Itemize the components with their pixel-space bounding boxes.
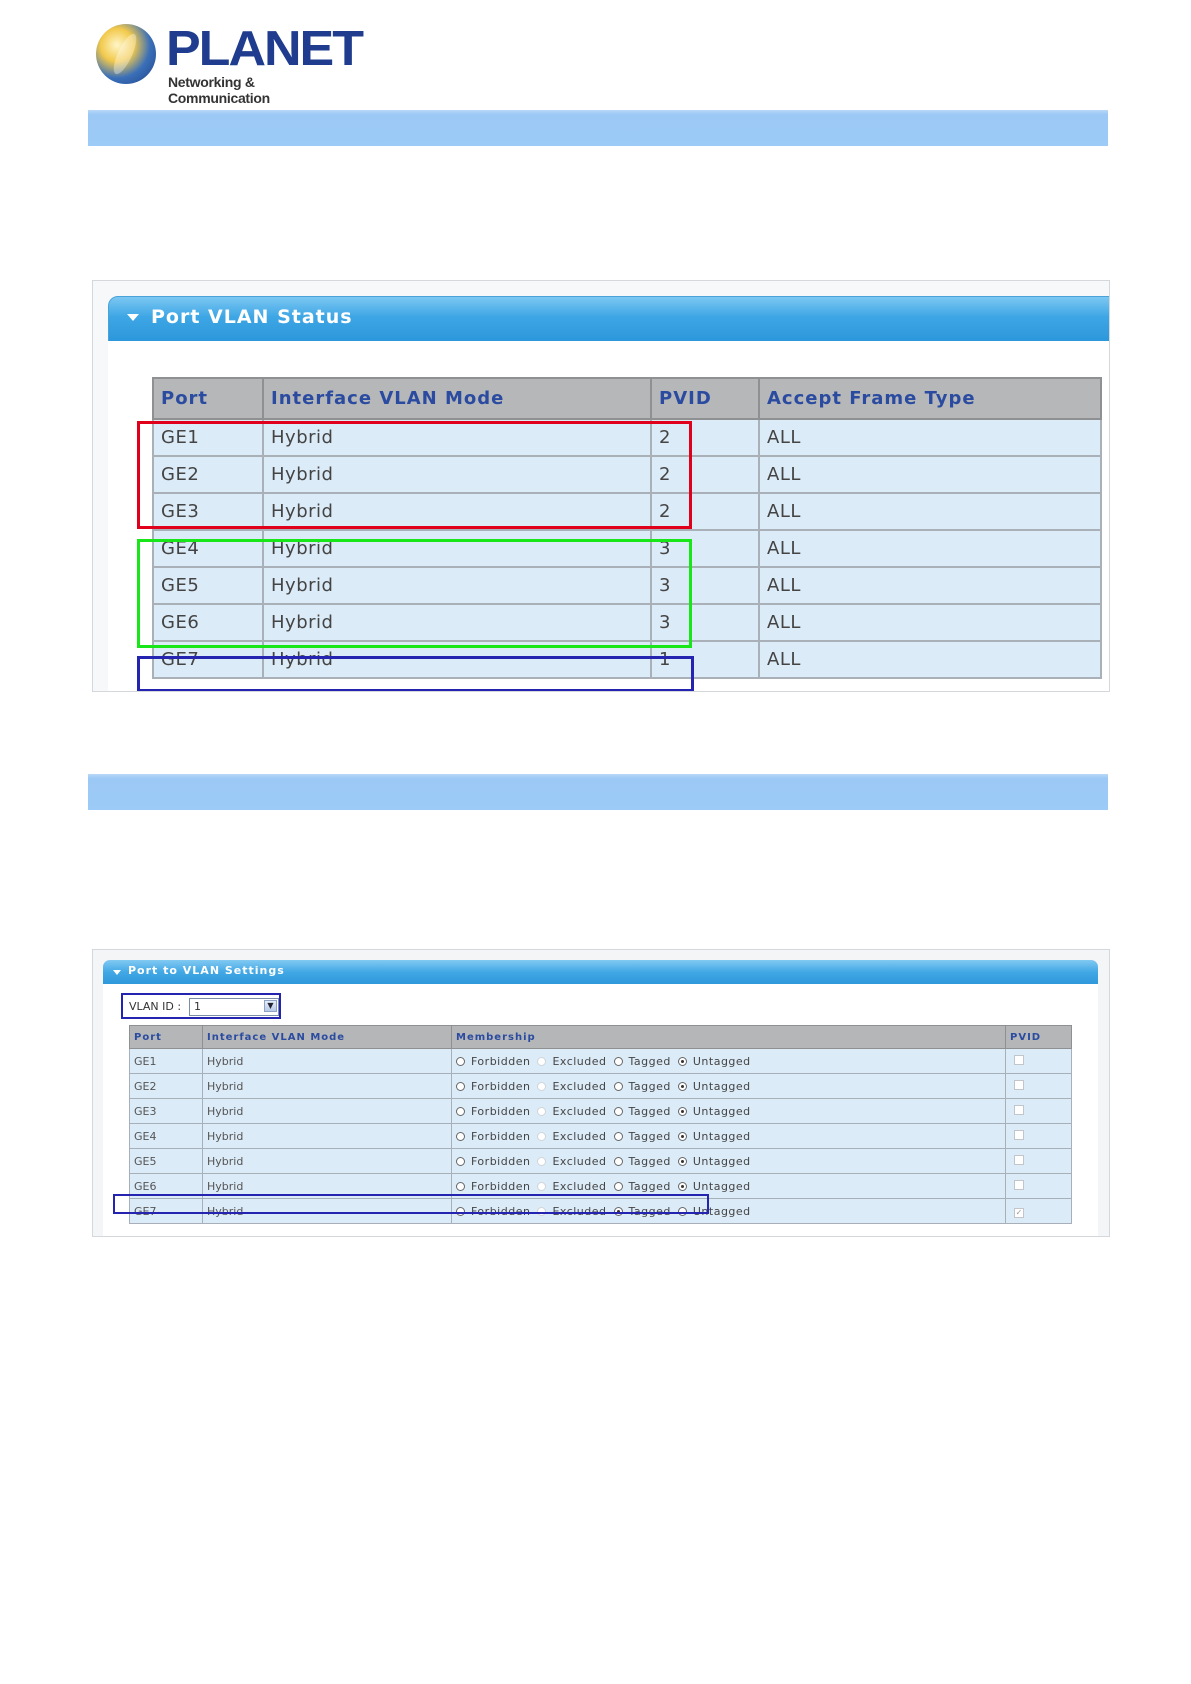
- radio-button[interactable]: [614, 1132, 623, 1141]
- radio-label: Forbidden: [471, 1129, 531, 1143]
- radio-label: Tagged: [628, 1129, 671, 1143]
- pvid-cell: 2: [651, 493, 759, 530]
- port-to-vlan-settings-header[interactable]: [103, 960, 1098, 984]
- port-cell: GE6: [153, 604, 263, 641]
- mode-cell: Hybrid: [203, 1049, 452, 1074]
- pvid-checkbox[interactable]: [1014, 1080, 1024, 1090]
- port-cell: GE5: [153, 567, 263, 604]
- collapse-triangle-icon[interactable]: [113, 970, 121, 975]
- radio-button[interactable]: [537, 1132, 546, 1141]
- planet-logo: [96, 21, 362, 106]
- radio-button[interactable]: [456, 1207, 465, 1216]
- radio-button[interactable]: [614, 1157, 623, 1166]
- pvid-cell: [1006, 1074, 1072, 1099]
- port-cell: GE3: [130, 1099, 203, 1124]
- col-port: Port: [130, 1026, 203, 1049]
- accept-frame-type-cell: ALL: [759, 456, 1101, 493]
- radio-label: Untagged: [692, 1054, 751, 1068]
- port-cell: GE5: [130, 1149, 203, 1174]
- radio-button[interactable]: [614, 1107, 623, 1116]
- membership-option-excluded[interactable]: [537, 1105, 606, 1118]
- mode-cell: Hybrid: [263, 493, 651, 530]
- membership-cell: [452, 1149, 1006, 1174]
- radio-label: Excluded: [552, 1154, 607, 1168]
- membership-radio-group: [456, 1180, 1001, 1193]
- section-band-2: [88, 774, 1108, 810]
- radio-label: Forbidden: [471, 1079, 531, 1093]
- accept-frame-type-cell: ALL: [759, 641, 1101, 678]
- membership-option-untagged[interactable]: [678, 1180, 751, 1193]
- port-cell: GE7: [153, 641, 263, 678]
- pvid-cell: 2: [651, 419, 759, 456]
- port-cell: GE1: [153, 419, 263, 456]
- membership-option-tagged[interactable]: [614, 1080, 671, 1093]
- radio-label: Excluded: [552, 1079, 607, 1093]
- radio-button[interactable]: [537, 1182, 546, 1191]
- col-membership: Membership: [452, 1026, 1006, 1049]
- mode-cell: Hybrid: [263, 456, 651, 493]
- membership-option-forbidden[interactable]: [456, 1180, 530, 1193]
- radio-label: Excluded: [552, 1054, 607, 1068]
- table-row: [130, 1124, 1072, 1149]
- membership-radio-group: [456, 1105, 1001, 1118]
- port-cell: GE2: [130, 1074, 203, 1099]
- radio-label: Untagged: [692, 1154, 751, 1168]
- accept-frame-type-cell: ALL: [759, 530, 1101, 567]
- radio-button[interactable]: [614, 1057, 623, 1066]
- logo-tagline: Networking & Communication: [168, 74, 270, 106]
- radio-label: Untagged: [692, 1129, 751, 1143]
- membership-cell: [452, 1049, 1006, 1074]
- radio-button[interactable]: [456, 1132, 465, 1141]
- pvid-cell: 1: [651, 641, 759, 678]
- membership-option-excluded[interactable]: [537, 1130, 606, 1143]
- accept-frame-type-cell: ALL: [759, 604, 1101, 641]
- membership-option-forbidden[interactable]: [456, 1205, 530, 1218]
- radio-label: Excluded: [552, 1104, 607, 1118]
- pvid-cell: [1006, 1149, 1072, 1174]
- radio-button[interactable]: [678, 1157, 687, 1166]
- membership-option-untagged[interactable]: [678, 1155, 751, 1168]
- pvid-checkbox[interactable]: [1014, 1055, 1024, 1065]
- radio-label: Untagged: [692, 1079, 751, 1093]
- port-to-vlan-settings-screenshot: [92, 949, 1110, 1237]
- pvid-checkbox[interactable]: ✓: [1015, 1207, 1023, 1217]
- radio-button[interactable]: [456, 1082, 465, 1091]
- accept-frame-type-cell: ALL: [759, 493, 1101, 530]
- accept-frame-type-cell: ALL: [759, 567, 1101, 604]
- pvid-checkbox[interactable]: [1014, 1130, 1024, 1140]
- membership-radio-group: [456, 1205, 1001, 1218]
- mode-cell: Hybrid: [263, 641, 651, 678]
- table-row: [153, 567, 1101, 604]
- membership-option-untagged[interactable]: [678, 1130, 751, 1143]
- membership-option-excluded[interactable]: [537, 1055, 606, 1068]
- radio-button[interactable]: [678, 1057, 687, 1066]
- membership-option-forbidden[interactable]: [456, 1055, 530, 1068]
- radio-button[interactable]: [614, 1182, 623, 1191]
- table-row: [153, 530, 1101, 567]
- radio-label: Forbidden: [471, 1179, 531, 1193]
- col-pvid: PVID: [1006, 1026, 1072, 1049]
- radio-label: Tagged: [628, 1179, 671, 1193]
- vlan-id-label: VLAN ID :: [129, 1000, 182, 1013]
- membership-option-untagged[interactable]: [678, 1055, 751, 1068]
- membership-option-untagged[interactable]: [678, 1205, 751, 1218]
- port-cell: GE7: [130, 1199, 203, 1224]
- pvid-cell: 3: [651, 604, 759, 641]
- radio-button[interactable]: [678, 1107, 687, 1116]
- radio-button[interactable]: [678, 1082, 687, 1091]
- radio-label: Forbidden: [471, 1154, 531, 1168]
- pvid-checkbox[interactable]: [1014, 1105, 1024, 1115]
- membership-option-excluded[interactable]: [537, 1155, 606, 1168]
- mode-cell: Hybrid: [263, 604, 651, 641]
- membership-radio-group: [456, 1055, 1001, 1068]
- membership-option-tagged[interactable]: [614, 1130, 671, 1143]
- membership-option-forbidden[interactable]: [456, 1155, 530, 1168]
- chevron-down-icon[interactable]: ▼: [264, 1000, 277, 1012]
- membership-option-tagged[interactable]: [614, 1055, 671, 1068]
- port-cell: GE2: [153, 456, 263, 493]
- membership-option-tagged[interactable]: [614, 1155, 671, 1168]
- membership-option-untagged[interactable]: [678, 1080, 751, 1093]
- radio-button[interactable]: [456, 1107, 465, 1116]
- port-cell: GE4: [153, 530, 263, 567]
- radio-button[interactable]: [537, 1107, 546, 1116]
- radio-label: Tagged: [628, 1054, 671, 1068]
- col-mode: Interface VLAN Mode: [203, 1026, 452, 1049]
- radio-label: Excluded: [552, 1204, 607, 1218]
- membership-option-forbidden[interactable]: [456, 1105, 530, 1118]
- radio-button[interactable]: [456, 1157, 465, 1166]
- radio-button[interactable]: [678, 1207, 687, 1216]
- port-vlan-status-header[interactable]: [108, 296, 1110, 342]
- table-row: [153, 493, 1101, 530]
- radio-button[interactable]: [537, 1157, 546, 1166]
- membership-cell: [452, 1199, 1006, 1224]
- globe-icon: [96, 24, 156, 84]
- port-to-vlan-settings-table: [129, 1025, 1072, 1224]
- radio-button[interactable]: [537, 1207, 546, 1216]
- port-cell: GE3: [153, 493, 263, 530]
- membership-option-excluded[interactable]: [537, 1080, 606, 1093]
- mode-cell: Hybrid: [203, 1199, 452, 1224]
- col-accept-frame-type: Accept Frame Type: [759, 378, 1101, 419]
- radio-label: Tagged: [628, 1079, 671, 1093]
- col-pvid: PVID: [651, 378, 759, 419]
- table-row: [130, 1199, 1072, 1224]
- table-row: [130, 1174, 1072, 1199]
- pvid-checkbox[interactable]: [1014, 1155, 1024, 1165]
- port-cell: GE6: [130, 1174, 203, 1199]
- radio-label: Untagged: [692, 1179, 751, 1193]
- mode-cell: Hybrid: [263, 419, 651, 456]
- mode-cell: Hybrid: [263, 567, 651, 604]
- membership-option-tagged[interactable]: [614, 1180, 671, 1193]
- table-row: [153, 419, 1101, 456]
- accept-frame-type-cell: ALL: [759, 419, 1101, 456]
- radio-label: Untagged: [692, 1204, 751, 1218]
- pvid-cell: 3: [651, 530, 759, 567]
- table-row: [153, 456, 1101, 493]
- radio-label: Tagged: [628, 1204, 671, 1218]
- radio-button[interactable]: [456, 1057, 465, 1066]
- membership-cell: [452, 1174, 1006, 1199]
- radio-button[interactable]: [537, 1082, 546, 1091]
- logo-wordmark: PLANET: [166, 21, 362, 77]
- pvid-checkbox[interactable]: [1014, 1180, 1024, 1190]
- membership-option-untagged[interactable]: [678, 1105, 751, 1118]
- table-row: [130, 1099, 1072, 1124]
- collapse-triangle-icon[interactable]: [127, 314, 139, 321]
- radio-label: Forbidden: [471, 1204, 531, 1218]
- pvid-cell: [1006, 1099, 1072, 1124]
- pvid-cell: 3: [651, 567, 759, 604]
- table-row: [153, 641, 1101, 678]
- pvid-cell: [1006, 1174, 1072, 1199]
- vlan-id-filter: [121, 993, 281, 1019]
- radio-label: Tagged: [628, 1154, 671, 1168]
- table-row: [130, 1049, 1072, 1074]
- section-band-1: [88, 110, 1108, 146]
- radio-button[interactable]: [614, 1082, 623, 1091]
- membership-cell: [452, 1074, 1006, 1099]
- membership-option-tagged[interactable]: [614, 1105, 671, 1118]
- radio-button[interactable]: [678, 1132, 687, 1141]
- radio-label: Excluded: [552, 1179, 607, 1193]
- radio-label: Tagged: [628, 1104, 671, 1118]
- membership-cell: [452, 1099, 1006, 1124]
- mode-cell: Hybrid: [203, 1149, 452, 1174]
- vlan-id-select[interactable]: [189, 998, 279, 1016]
- col-mode: Interface VLAN Mode: [263, 378, 651, 419]
- radio-label: Forbidden: [471, 1054, 531, 1068]
- mode-cell: Hybrid: [203, 1124, 452, 1149]
- radio-label: Forbidden: [471, 1104, 531, 1118]
- pvid-cell: 2: [651, 456, 759, 493]
- port-vlan-status-screenshot: [92, 280, 1110, 692]
- membership-cell: [452, 1124, 1006, 1149]
- pvid-cell: [1006, 1199, 1072, 1224]
- table-row: [130, 1074, 1072, 1099]
- mode-cell: Hybrid: [203, 1174, 452, 1199]
- mode-cell: Hybrid: [203, 1099, 452, 1124]
- membership-radio-group: [456, 1130, 1001, 1143]
- vlan-id-value: 1: [194, 1000, 201, 1013]
- membership-option-excluded[interactable]: [537, 1205, 606, 1218]
- radio-label: Untagged: [692, 1104, 751, 1118]
- panel-title: Port VLAN Status: [151, 306, 353, 328]
- table-row: [153, 604, 1101, 641]
- port-vlan-status-table: [152, 377, 1102, 679]
- pvid-cell: [1006, 1124, 1072, 1149]
- membership-radio-group: [456, 1080, 1001, 1093]
- mode-cell: Hybrid: [203, 1074, 452, 1099]
- membership-option-excluded[interactable]: [537, 1180, 606, 1193]
- mode-cell: Hybrid: [263, 530, 651, 567]
- radio-label: Excluded: [552, 1129, 607, 1143]
- radio-button[interactable]: [678, 1182, 687, 1191]
- membership-radio-group: [456, 1155, 1001, 1168]
- radio-button[interactable]: [456, 1182, 465, 1191]
- radio-button[interactable]: [537, 1057, 546, 1066]
- panel-title: Port to VLAN Settings: [128, 964, 285, 977]
- table-row: [130, 1149, 1072, 1174]
- col-port: Port: [153, 378, 263, 419]
- radio-button[interactable]: [614, 1207, 623, 1216]
- port-cell: GE4: [130, 1124, 203, 1149]
- membership-option-forbidden[interactable]: [456, 1080, 530, 1093]
- port-cell: GE1: [130, 1049, 203, 1074]
- membership-option-tagged[interactable]: [614, 1205, 671, 1218]
- membership-option-forbidden[interactable]: [456, 1130, 530, 1143]
- pvid-cell: [1006, 1049, 1072, 1074]
